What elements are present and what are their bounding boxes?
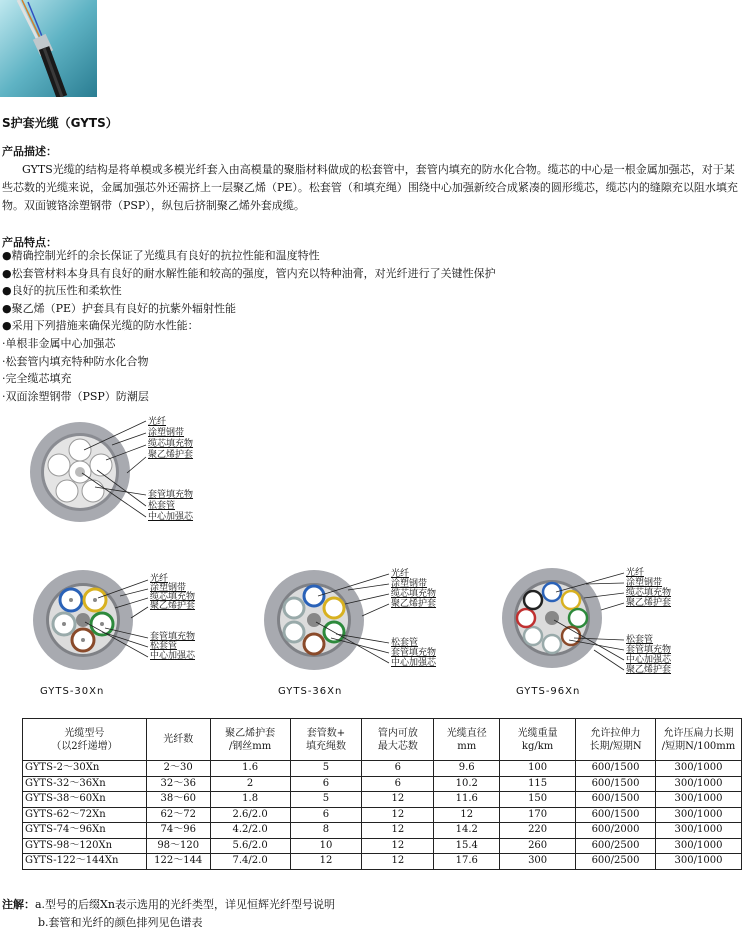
table-cell: 115 <box>500 776 576 792</box>
header-weight: 光缆重量 kg/km <box>500 719 576 761</box>
table-cell: 10.2 <box>434 776 500 792</box>
label-tube-filler: 套管填充物 <box>626 645 672 655</box>
table-row <box>23 823 742 839</box>
table-cell: 1.6 <box>210 761 290 777</box>
table-cell: 600/1500 <box>576 807 656 823</box>
table-cell: 12 <box>362 823 434 839</box>
description-label: 产品描述： <box>2 145 57 158</box>
table-cell: 12 <box>362 792 434 808</box>
table-cell: 600/2500 <box>576 838 656 854</box>
table-cell: 600/1500 <box>576 776 656 792</box>
table-cell: GYTS-2～30Xn <box>23 761 147 777</box>
features-list <box>2 247 496 405</box>
note-b: b.套管和光纤的颜色排列见色谱表 <box>38 916 203 929</box>
table-cell: 2～30 <box>146 761 210 777</box>
table-cell: 12 <box>434 807 500 823</box>
description-text: GYTS光缆的结构是将单模或多模光纤套入由高模量的聚脂材料做成的松套管中，套管内填充的防水化合物。缆芯的中心是一根金属加强芯，对于某些芯数的光缆来说，金属加强芯外还需挤上一层聚乙烯（PE）。松套管（和填充绳）围绕中心加强新绞合成紧凑的圆形缆芯，缆芯内的缝隙充以阻水填充物。双面镀铬涂塑钢带（PSP），纵包后挤制聚乙烯外套成缆。 <box>2 163 738 212</box>
note-a: a.型号的后缀Xn表示选用的光纤类型，详见恒辉光纤型号说明 <box>35 898 335 911</box>
label-fiber: 光纤 <box>148 417 167 427</box>
label-fiber: 光纤 <box>391 569 410 579</box>
cable-photo <box>0 0 97 97</box>
table-cell: 32～36 <box>146 776 210 792</box>
table-cell: 6 <box>362 776 434 792</box>
table-cell: 2.6/2.0 <box>210 807 290 823</box>
table-row <box>23 838 742 854</box>
label-central-strength-member: 中心加强芯 <box>391 658 437 668</box>
header-tube-count: 套管数+ 填充绳数 <box>290 719 362 761</box>
table-cell: 300/1000 <box>655 854 741 870</box>
label-pe-sheath: 聚乙烯护套 <box>148 450 194 460</box>
table-cell: 100 <box>500 761 576 777</box>
table-cell: 170 <box>500 807 576 823</box>
table-cell: 9.6 <box>434 761 500 777</box>
label-tube-filler: 套管填充物 <box>391 648 437 658</box>
table-cell: 12 <box>362 838 434 854</box>
product-description <box>2 161 742 215</box>
notes-label: 注解： <box>2 898 35 911</box>
label-loose-tube: 松套管 <box>391 638 419 648</box>
table-cell: 17.6 <box>434 854 500 870</box>
table-cell: 11.6 <box>434 792 500 808</box>
table-cell: 2 <box>210 776 290 792</box>
feature-item: ●良好的抗压性和柔软性 <box>2 284 122 298</box>
gyts-36xn-diagram <box>256 560 476 685</box>
caption-gyts-36xn: GYTS-36Xn <box>278 686 343 697</box>
table-row <box>23 807 742 823</box>
table-row <box>23 776 742 792</box>
main-cross-section <box>0 405 240 530</box>
table-cell: 12 <box>362 807 434 823</box>
label-pe-sheath: 聚乙烯护套 <box>626 598 672 608</box>
table-cell: GYTS-38～60Xn <box>23 792 147 808</box>
table-row <box>23 792 742 808</box>
table-cell: 300/1000 <box>655 776 741 792</box>
header-crush: 允许压扁力长期 /短期N/100mm <box>655 719 741 761</box>
table-cell: 8 <box>290 823 362 839</box>
feature-item: ·松套管内填充特种防水化合物 <box>2 354 149 368</box>
label-core-filler: 缆芯填充物 <box>626 588 672 598</box>
label-fiber: 光纤 <box>150 574 169 584</box>
label-coated-steel-tape: 涂塑钢带 <box>391 579 428 589</box>
table-cell: 62～72 <box>146 807 210 823</box>
table-cell: GYTS-32～36Xn <box>23 776 147 792</box>
table-cell: 300/1000 <box>655 761 741 777</box>
feature-item: ●精确控制光纤的余长保证了光缆具有良好的抗拉性能和温度特性 <box>2 249 320 262</box>
label-core-filler: 缆芯填充物 <box>150 592 196 602</box>
table-cell: 260 <box>500 838 576 854</box>
table-cell: 14.2 <box>434 823 500 839</box>
label-coated-steel-tape: 涂塑钢带 <box>148 428 185 438</box>
table-cell: 300/1000 <box>655 807 741 823</box>
table-cell: 38～60 <box>146 792 210 808</box>
label-pe-sheath-outer: 聚乙烯护套 <box>626 665 672 675</box>
table-cell: 12 <box>362 854 434 870</box>
table-cell: 600/1500 <box>576 761 656 777</box>
label-coated-steel-tape: 涂塑钢带 <box>150 583 187 593</box>
label-coated-steel-tape: 涂塑钢带 <box>626 578 663 588</box>
header-diameter: 光缆直径 mm <box>434 719 500 761</box>
table-cell: 10 <box>290 838 362 854</box>
table-cell: 12 <box>290 854 362 870</box>
feature-item: ·双面涂塑钢带（PSP）防潮层 <box>2 389 149 403</box>
table-row <box>23 854 742 870</box>
gyts-30xn-diagram <box>30 560 230 685</box>
table-row <box>23 761 742 777</box>
label-loose-tube: 松套管 <box>148 501 176 511</box>
caption-gyts-96xn: GYTS-96Xn <box>516 686 581 697</box>
label-central-strength-member: 中心加强芯 <box>626 655 672 665</box>
feature-item: ·完全缆芯填充 <box>2 372 72 386</box>
table-cell: GYTS-122～144Xn <box>23 854 147 870</box>
table-cell: GYTS-62～72Xn <box>23 807 147 823</box>
feature-item: ●松套管材料本身具有良好的耐水解性能和较高的强度，管内充以特种油膏，对光纤进行了关键性保护 <box>2 266 496 280</box>
table-cell: 150 <box>500 792 576 808</box>
table-cell: 220 <box>500 823 576 839</box>
table-cell: 74～96 <box>146 823 210 839</box>
table-cell: 6 <box>290 776 362 792</box>
table-cell: 6 <box>290 807 362 823</box>
table-cell: 600/1500 <box>576 792 656 808</box>
table-cell: 15.4 <box>434 838 500 854</box>
header-pe-sheath: 聚乙烯护套 /钢丝mm <box>210 719 290 761</box>
label-fiber: 光纤 <box>626 568 645 578</box>
feature-item: ·单根非金属中心加强芯 <box>2 336 116 350</box>
table-cell: 600/2500 <box>576 854 656 870</box>
label-loose-tube: 松套管 <box>150 641 178 651</box>
table-cell: 6 <box>362 761 434 777</box>
table-cell: 300 <box>500 854 576 870</box>
label-loose-tube: 松套管 <box>626 635 654 645</box>
caption-gyts-30xn: GYTS-30Xn <box>40 686 105 697</box>
label-central-strength-member: 中心加强芯 <box>148 512 194 522</box>
gyts-96xn-diagram <box>494 560 746 685</box>
table-cell: 600/2000 <box>576 823 656 839</box>
spec-table <box>22 718 742 870</box>
table-cell: GYTS-74～96Xn <box>23 823 147 839</box>
table-cell: 300/1000 <box>655 792 741 808</box>
notes <box>2 896 335 929</box>
header-max-fibers: 管内可放 最大芯数 <box>362 719 434 761</box>
table-cell: 5.6/2.0 <box>210 838 290 854</box>
table-cell: 4.2/2.0 <box>210 823 290 839</box>
label-tube-filler: 套管填充物 <box>150 632 196 642</box>
label-pe-sheath: 聚乙烯护套 <box>391 599 437 609</box>
table-header-row <box>23 719 742 761</box>
table-cell: 300/1000 <box>655 823 741 839</box>
header-fiber-count: 光纤数 <box>146 719 210 761</box>
table-cell: 122～144 <box>146 854 210 870</box>
feature-item: ●采用下列措施来确保光缆的防水性能： <box>2 319 199 333</box>
features-label: 产品特点： <box>2 236 57 249</box>
table-cell: 300/1000 <box>655 838 741 854</box>
table-cell: GYTS-98～120Xn <box>23 838 147 854</box>
table-cell: 7.4/2.0 <box>210 854 290 870</box>
table-cell: 98～120 <box>146 838 210 854</box>
label-core-filler: 缆芯填充物 <box>391 589 437 599</box>
table-cell: 1.8 <box>210 792 290 808</box>
label-central-strength-member: 中心加强芯 <box>150 651 196 661</box>
product-title: S护套光缆（GYTS） <box>2 116 118 130</box>
label-pe-sheath: 聚乙烯护套 <box>150 601 196 611</box>
table-cell: 5 <box>290 792 362 808</box>
table-cell: 5 <box>290 761 362 777</box>
label-core-filler: 缆芯填充物 <box>148 439 194 449</box>
feature-item: ●聚乙烯（PE）护套具有良好的抗紫外辐射性能 <box>2 301 237 315</box>
header-model: 光缆型号 （以2纤递增） <box>23 719 147 761</box>
label-tube-filler: 套管填充物 <box>148 490 194 500</box>
header-tensile: 允许拉伸力 长期/短期N <box>576 719 656 761</box>
